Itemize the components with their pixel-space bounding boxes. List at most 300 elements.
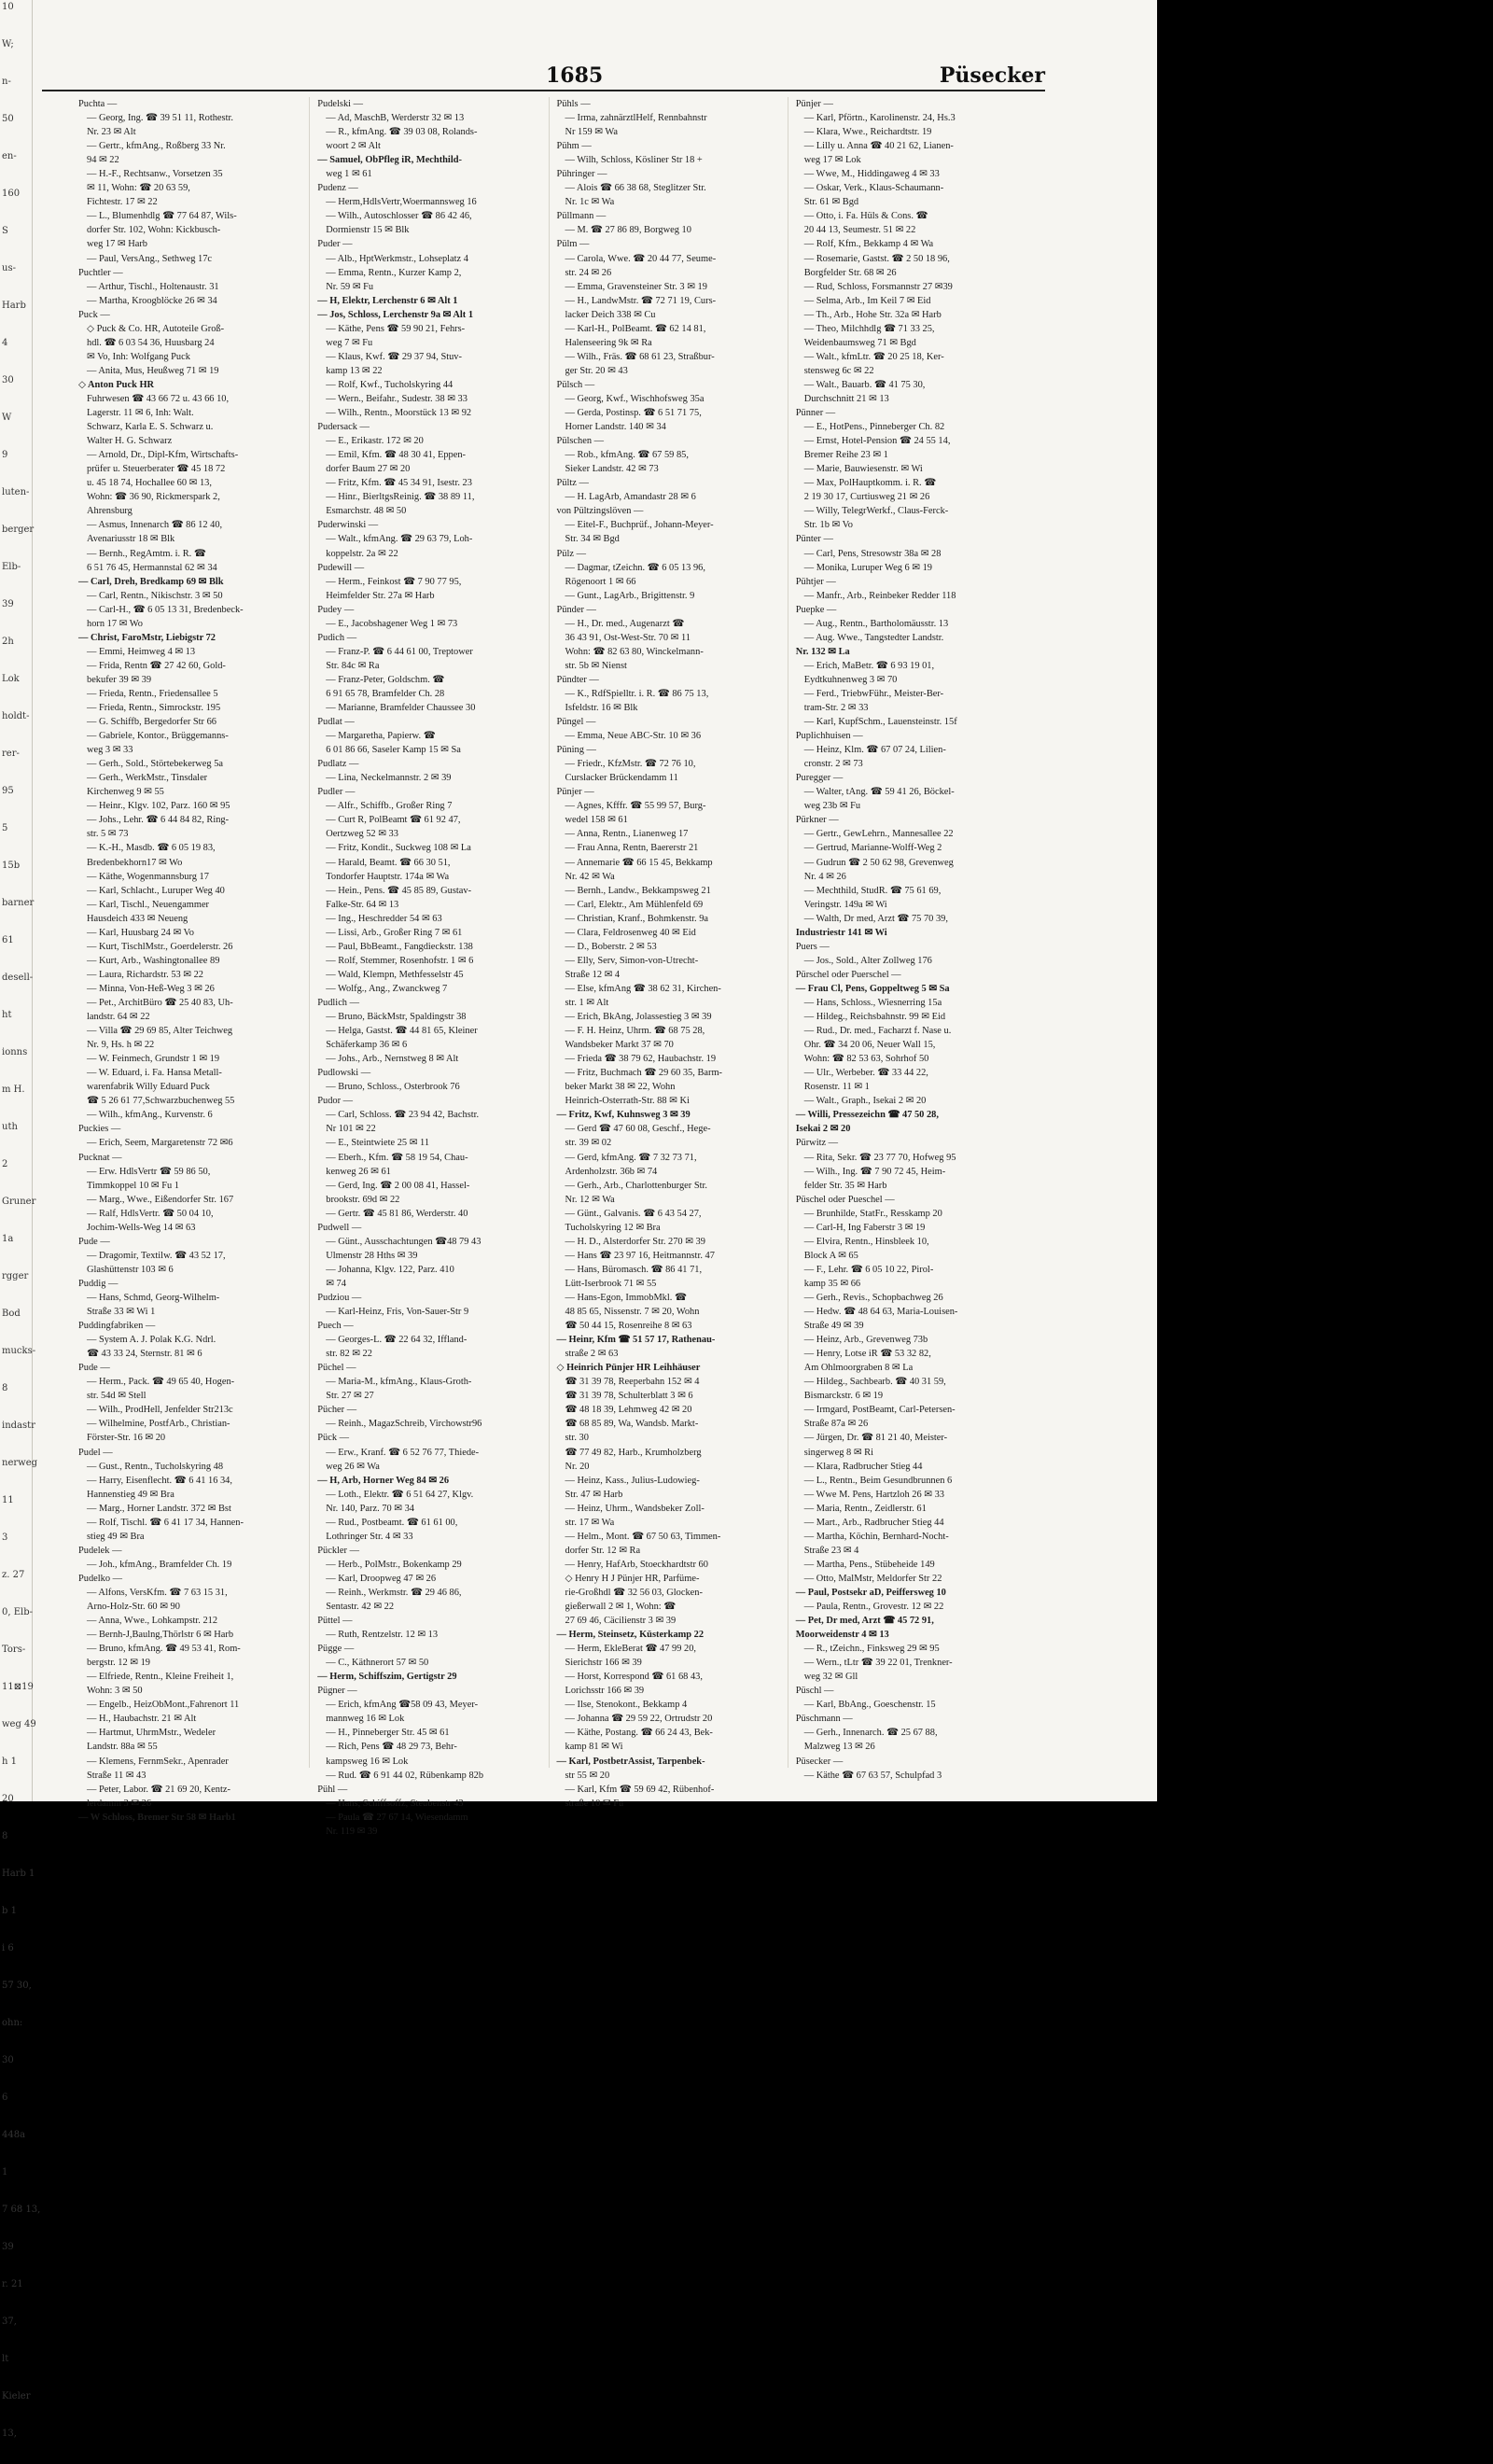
directory-entry-line: — Jürgen, Dr. ☎ 81 21 40, Meister- bbox=[803, 1433, 948, 1444]
directory-entry-line: Wohn: ☎ 36 90, Rickmerspark 2, bbox=[87, 492, 220, 503]
directory-entry-line: — Eberh., Kfm. ☎ 58 19 54, Chau- bbox=[326, 1152, 468, 1163]
directory-entry-line: — Harald, Beamt. ☎ 66 30 51, bbox=[326, 857, 451, 868]
directory-entry-line: Str. 61 ✉ Bgd bbox=[803, 197, 859, 208]
directory-entry-line: — L., Rentn., Beim Gesundbrunnen 6 bbox=[803, 1475, 953, 1486]
directory-entry-line: — Hans, Schloss., Wiesnerring 15a bbox=[803, 998, 942, 1008]
edge-fragment: indastr bbox=[2, 1421, 35, 1431]
directory-entry-line: — Hans, Schiffsoffz, Steubenstr 43 bbox=[326, 1798, 464, 1809]
running-head: Püsecker bbox=[939, 63, 1045, 88]
directory-entry-line: stieg 49 ✉ Bra bbox=[87, 1531, 145, 1542]
directory-entry-line: — Lina, Neckelmannstr. 2 ✉ 39 bbox=[326, 773, 452, 784]
directory-entry-line: — Kurt, Arb., Washingtonallee 89 bbox=[87, 955, 220, 966]
directory-entry-line: — Käthe, Postang. ☎ 66 24 43, Bek- bbox=[565, 1728, 713, 1739]
edge-fragment: 2 bbox=[2, 1159, 8, 1169]
directory-entry-line: Ahrensburg bbox=[87, 506, 133, 517]
directory-entry-line: — Rud., Postbeamt. ☎ 61 61 00, bbox=[326, 1517, 458, 1528]
directory-entry-line: Nr. 23 ✉ Alt bbox=[87, 127, 136, 138]
directory-entry-line: — Walt., kfmAng. ☎ 29 63 79, Loh- bbox=[326, 534, 473, 545]
surname-heading: — Karl, PostbetrAssist, Tarpenbek- bbox=[556, 1756, 705, 1767]
surname-heading: — Heinr, Kfm ☎ 51 57 17, Rathenau- bbox=[556, 1335, 716, 1346]
directory-entry-line: — Paula ☎ 27 67 14, Wiesendamm bbox=[326, 1812, 468, 1823]
edge-fragment: 61 bbox=[2, 935, 14, 945]
directory-entry-line: — Marianne, Bramfelder Chaussee 30 bbox=[326, 703, 476, 714]
surname-heading: Pude — bbox=[78, 1363, 110, 1374]
directory-entry-line: — H., LandwMstr. ☎ 72 71 19, Curs- bbox=[565, 295, 717, 306]
directory-entry-line: — Heinz, Arb., Grevenweg 73b bbox=[803, 1335, 928, 1346]
directory-entry-line: — Friedr., KfzMstr. ☎ 72 76 10, bbox=[565, 759, 696, 770]
directory-entry-line: — Klemens, FernmSekr., Apenrader bbox=[87, 1756, 229, 1767]
surname-heading: ◇ Anton Puck HR bbox=[78, 379, 155, 390]
directory-entry-line: — Hedw. ☎ 48 64 63, Maria-Louisen- bbox=[803, 1307, 958, 1318]
directory-entry-line: — Klaus, Kwf. ☎ 29 37 94, Stuv- bbox=[326, 351, 462, 362]
surname-heading: Püngel — bbox=[556, 717, 596, 728]
surname-heading: — Frau Cl, Pens, Goppeltweg 5 ✉ Sa bbox=[795, 983, 950, 994]
directory-entry-line: — Karl, Tischl., Neuengammer bbox=[87, 899, 210, 910]
directory-entry-line: — Rud, Schloss, Forsmannstr 27 ✉39 bbox=[803, 281, 953, 292]
directory-entry-line: — Hans, Schmd, Georg-Wilhelm- bbox=[87, 1292, 220, 1303]
column-3 bbox=[556, 97, 788, 1809]
directory-entry-line: — Karl, Droopweg 47 ✉ 26 bbox=[326, 1573, 437, 1584]
directory-entry-line: — Wilh., kfmAng., Kurvenstr. 6 bbox=[87, 1110, 213, 1121]
directory-entry-line: — Rich, Pens ☎ 48 29 73, Behr- bbox=[326, 1742, 457, 1753]
edge-fragment: holdt- bbox=[2, 711, 30, 721]
directory-entry-line: straße 10 ✉ Fu bbox=[565, 1798, 624, 1809]
directory-entry-line: — E., HotPens., Pinneberger Ch. 82 bbox=[803, 422, 945, 433]
edge-fragment: 37, bbox=[2, 2317, 17, 2327]
directory-entry-line: — Paul, VersAng., Sethweg 17c bbox=[87, 253, 213, 264]
edge-fragment: weg 49 bbox=[2, 1719, 36, 1729]
directory-entry-line: — Gerd, kfmAng. ☎ 7 32 73 71, bbox=[565, 1152, 697, 1163]
directory-entry-line: — Aug. Wwe., Tangstedter Landstr. bbox=[803, 632, 944, 643]
directory-entry-line: — Brunhilde, StatFr., Resskamp 20 bbox=[803, 1208, 942, 1219]
directory-entry-line: — Ralf, HdlsVertr. ☎ 50 04 10, bbox=[87, 1208, 214, 1219]
directory-entry-line: rie-Großhdl ☎ 32 56 03, Glocken- bbox=[565, 1587, 703, 1598]
edge-fragment: W bbox=[2, 413, 12, 423]
directory-entry-line: Veringstr. 149a ✉ Wi bbox=[803, 899, 887, 910]
directory-entry-line: — Paula, Rentn., Grovestr. 12 ✉ 22 bbox=[803, 1602, 944, 1613]
directory-entry-line: — Fritz, Kfm. ☎ 45 34 91, Isestr. 23 bbox=[326, 478, 472, 489]
surname-heading: Industriestr 141 ✉ Wi bbox=[795, 927, 887, 938]
directory-entry-line: — Heinz, Klm. ☎ 67 07 24, Lilien- bbox=[803, 745, 946, 756]
directory-entry-line: — Gerh., Innenarch. ☎ 25 67 88, bbox=[803, 1728, 938, 1739]
directory-entry-line: — Wilh., ProdHell, Jenfelder Str213c bbox=[87, 1405, 233, 1416]
directory-entry-line: — Käthe ☎ 67 63 57, Schulpfad 3 bbox=[803, 1770, 942, 1781]
directory-entry-line: Ardenholzstr. 36b ✉ 74 bbox=[565, 1166, 658, 1177]
directory-entry-line: kenweg 26 ✉ 61 bbox=[326, 1166, 391, 1177]
surname-heading: Pündter — bbox=[556, 674, 599, 685]
edge-fragment: 1 bbox=[2, 2167, 8, 2177]
directory-entry-line: — Anna, Rentn., Lianenweg 17 bbox=[565, 829, 689, 840]
directory-entry-line: — Wwe M. Pens, Hartzloh 26 ✉ 33 bbox=[803, 1489, 944, 1500]
directory-entry-line: — Hans ☎ 23 97 16, Heitmannstr. 47 bbox=[565, 1250, 715, 1261]
directory-entry-line: — Otto, MalMstr, Meldorfer Str 22 bbox=[803, 1573, 942, 1584]
directory-entry-line: — Emma, Gravensteiner Str. 3 ✉ 19 bbox=[565, 281, 707, 292]
directory-entry-line: Arno-Holz-Str. 60 ✉ 90 bbox=[87, 1602, 180, 1613]
directory-entry-line: — Max, PolHauptkomm. i. R. ☎ bbox=[803, 478, 937, 489]
surname-heading: Pudelek — bbox=[78, 1545, 122, 1556]
surname-heading: Püning — bbox=[556, 745, 596, 756]
directory-entry-line: ☎ 31 39 78, Schulterblatt 3 ✉ 6 bbox=[565, 1391, 693, 1402]
edge-fragment: 8 bbox=[2, 1831, 8, 1841]
directory-entry-line: — Karl-H., PolBeamt. ☎ 62 14 81, bbox=[565, 323, 706, 334]
directory-entry-line: — Ilse, Stenokont., Bekkamp 4 bbox=[565, 1700, 688, 1711]
directory-entry-line: — Eitel-F., Buchprüf., Johann-Meyer- bbox=[565, 520, 714, 531]
directory-entry-line: — Henry, HafArb, Stoeckhardtstr 60 bbox=[565, 1559, 708, 1570]
surname-heading: Pudey — bbox=[317, 604, 355, 615]
edge-fragment: lt bbox=[2, 2354, 9, 2364]
edge-fragment: i 6 bbox=[2, 1943, 14, 1953]
directory-entry-line: Str. 84c ✉ Ra bbox=[326, 660, 380, 671]
directory-entry-line: — Wolfg., Ang., Zwanckweg 7 bbox=[326, 983, 448, 994]
directory-entry-line: — Martha, Pens., Stübeheide 149 bbox=[803, 1559, 935, 1570]
directory-entry-line: — Jos., Sold., Alter Zollweg 176 bbox=[803, 955, 932, 966]
directory-entry-line: — Mart., Arb., Radbrucher Stieg 44 bbox=[803, 1517, 944, 1528]
directory-entry-line: — Bernh., RegAmtm. i. R. ☎ bbox=[87, 548, 206, 559]
directory-entry-line: landstr. 64 ✉ 22 bbox=[87, 1012, 150, 1023]
directory-entry-line: — Günt., Ausschachtungen ☎48 79 43 bbox=[326, 1236, 481, 1247]
surname-heading: von Pültzingslöven — bbox=[556, 506, 644, 517]
directory-entry-line: — G. Schiffb, Bergedorfer Str 66 bbox=[87, 717, 216, 728]
directory-entry-line: — Rud. ☎ 6 91 44 02, Rübenkamp 82b bbox=[326, 1770, 484, 1781]
edge-fragment: 20 bbox=[2, 1794, 14, 1804]
directory-entry-line: — Emma, Neue ABC-Str. 10 ✉ 36 bbox=[565, 731, 702, 742]
surname-heading: Pudler — bbox=[317, 787, 356, 798]
directory-entry-line: woort 2 ✉ Alt bbox=[326, 141, 381, 152]
directory-entry-line: — Else, kfmAng ☎ 38 62 31, Kirchen- bbox=[565, 983, 721, 994]
directory-entry-line: — H. LagArb, Amandastr 28 ✉ 6 bbox=[565, 492, 696, 503]
surname-heading: Pünjer — bbox=[795, 99, 833, 109]
directory-entry-line: — Rolf, Kwf., Tucholskyring 44 bbox=[326, 379, 453, 390]
directory-entry-line: — Gabriele, Kontor., Brüggemanns- bbox=[87, 731, 229, 742]
directory-entry-line: Nr. 20 bbox=[565, 1461, 590, 1472]
directory-entry-line: — Ad, MaschB, Werderstr 32 ✉ 13 bbox=[326, 113, 465, 124]
directory-entry-line: — Emma, Rentn., Kurzer Kamp 2, bbox=[326, 267, 462, 278]
directory-entry-line: — Wwe, M., Hiddingaweg 4 ✉ 33 bbox=[803, 169, 940, 180]
directory-entry-line: — Gertr., GewLehrn., Mannesallee 22 bbox=[803, 829, 954, 840]
surname-heading: Pünder — bbox=[556, 604, 596, 615]
directory-entry-line: Nr 159 ✉ Wa bbox=[565, 127, 618, 138]
directory-entry-line: — Wern., Beifahr., Sudestr. 38 ✉ 33 bbox=[326, 393, 467, 404]
edge-fragment: uth bbox=[2, 1122, 18, 1132]
directory-entry-line: Eydtkuhnenweg 3 ✉ 70 bbox=[803, 674, 898, 685]
directory-entry-line: — Herm,HdlsVertr,Woermannsweg 16 bbox=[326, 197, 477, 208]
directory-entry-line: Tondorfer Hauptstr. 174a ✉ Wa bbox=[326, 871, 450, 882]
directory-entry-line: lerdamm 3 ✉ 26 bbox=[87, 1798, 152, 1809]
directory-entry-line: — H., Haubachstr. 21 ✉ Alt bbox=[87, 1714, 197, 1725]
directory-entry-line: Wandsbeker Markt 37 ✉ 70 bbox=[565, 1040, 674, 1051]
surname-heading: Pühl — bbox=[317, 1784, 348, 1795]
directory-entry-line: Nr. 59 ✉ Fu bbox=[326, 281, 374, 292]
edge-fragment: m H. bbox=[2, 1085, 25, 1095]
surname-heading: Puchta — bbox=[78, 99, 118, 109]
surname-heading: Pühls — bbox=[556, 99, 591, 109]
edge-fragment: rgger bbox=[2, 1271, 29, 1281]
directory-entry-line: — Carl-H., ☎ 6 05 13 31, Bredenbeck- bbox=[87, 604, 244, 615]
directory-entry-line: Bremer Reihe 23 ✉ 1 bbox=[803, 450, 888, 461]
directory-entry-line: 48 85 65, Nissenstr. 7 ✉ 20, Wohn bbox=[565, 1307, 700, 1318]
surname-heading: Puderwinski — bbox=[317, 520, 379, 531]
directory-entry-line: — Erw. HdlsVertr ☎ 59 86 50, bbox=[87, 1166, 211, 1177]
directory-entry-line: — Erich, Seem, Margaretenstr 72 ✉6 bbox=[87, 1138, 233, 1149]
edge-fragment: 4 bbox=[2, 338, 8, 348]
directory-entry-line: — Peter, Labor. ☎ 21 69 20, Kentz- bbox=[87, 1784, 230, 1795]
directory-entry-line: — Maria-M., kfmAng., Klaus-Groth- bbox=[326, 1377, 472, 1388]
directory-entry-line: — Wilh, Schloss, Kösliner Str 18 + bbox=[565, 155, 703, 166]
directory-entry-line: — Karl, Schlacht., Luruper Weg 40 bbox=[87, 885, 225, 896]
directory-entry-line: Lagerstr. 11 ✉ 6, Inh: Walt. bbox=[87, 408, 194, 419]
directory-entry-line: — Heinz, Kass., Julius-Ludowieg- bbox=[565, 1475, 700, 1486]
directory-entry-line: — Gunt., LagArb., Brigittenstr. 9 bbox=[565, 590, 695, 601]
directory-entry-line: — Gerh., WerkMstr., Tinsdaler bbox=[87, 773, 208, 784]
edge-fragment: W; bbox=[2, 39, 14, 49]
edge-fragment: rer- bbox=[2, 749, 20, 759]
directory-entry-line: — Rolf, Kfm., Bekkamp 4 ✉ Wa bbox=[803, 239, 934, 250]
edge-fragment: S bbox=[2, 226, 8, 236]
directory-entry-line: — Wilh., Fräs. ☎ 68 61 23, Straßbur- bbox=[565, 351, 715, 362]
directory-entry-line: lacker Deich 338 ✉ Cu bbox=[565, 309, 656, 320]
directory-entry-line: ☎ 5 26 61 77,Schwarzbuchenweg 55 bbox=[87, 1096, 235, 1107]
edge-fragment: z. 27 bbox=[2, 1570, 25, 1580]
directory-entry-line: — Gertrud, Marianne-Wolff-Weg 2 bbox=[803, 843, 942, 854]
directory-entry-line: — Horst, Korrespond ☎ 61 68 43, bbox=[565, 1672, 703, 1683]
directory-entry-line: — Wern., tLtr ☎ 39 22 01, Trenkner- bbox=[803, 1658, 953, 1669]
surname-heading: Püchel — bbox=[317, 1363, 356, 1374]
directory-entry-line: — Erich, MaBetr. ☎ 6 93 19 01, bbox=[803, 660, 935, 671]
directory-entry-line: ☎ 77 49 82, Harb., Krumholzberg bbox=[565, 1447, 702, 1458]
directory-entry-line: — Irmgard, PostBeamt, Carl-Petersen- bbox=[803, 1405, 956, 1416]
directory-entry-line: — Frida, Rentn ☎ 27 42 60, Gold- bbox=[87, 660, 226, 671]
directory-entry-line: — Loth., Elektr. ☎ 6 51 64 27, Klgv. bbox=[326, 1489, 474, 1500]
directory-entry-line: — W. Feinmech, Grundstr 1 ✉ 19 bbox=[87, 1054, 220, 1065]
directory-entry-line: — Wald, Klempn, Methfesselstr 45 bbox=[326, 969, 464, 980]
edge-fragment: 5 bbox=[2, 823, 8, 833]
surname-heading: — W Schloss, Bremer Str 58 ✉ Harb1 bbox=[78, 1812, 236, 1823]
surname-heading: Pürschel oder Puerschel — bbox=[795, 969, 901, 980]
directory-entry-line: Ulmenstr 28 Hths ✉ 39 bbox=[326, 1250, 418, 1261]
directory-entry-line: Block A ✉ 65 bbox=[803, 1250, 858, 1261]
directory-entry-line: — Lilly u. Anna ☎ 40 21 62, Lianen- bbox=[803, 141, 954, 152]
directory-entry-line: Straße 87a ✉ 26 bbox=[803, 1419, 869, 1430]
directory-entry-line: Curslacker Brückendamm 11 bbox=[565, 773, 678, 784]
directory-entry-line: — Helga, Gastst. ☎ 44 81 65, Kleiner bbox=[326, 1026, 478, 1037]
directory-entry-line: — Wilh., Autoschlosser ☎ 86 42 46, bbox=[326, 211, 472, 222]
surname-heading: Pühtjer — bbox=[795, 576, 836, 587]
directory-entry-line: weg 26 ✉ Wa bbox=[326, 1461, 380, 1472]
directory-entry-line: — Erw., Kranf. ☎ 6 52 76 77, Thiede- bbox=[326, 1447, 480, 1458]
directory-entry-line: str 55 ✉ 20 bbox=[565, 1770, 610, 1781]
column-2 bbox=[317, 97, 549, 1837]
directory-entry-line: Schwarz, Karla E. S. Schwarz u. bbox=[87, 422, 214, 433]
directory-entry-line: weg 1 ✉ 61 bbox=[326, 169, 372, 180]
directory-entry-line: — Martha, Köchin, Bernhard-Nocht- bbox=[803, 1531, 949, 1542]
directory-entry-line: str. 54d ✉ Stell bbox=[87, 1391, 147, 1402]
directory-entry-line: — Rob., kfmAng. ☎ 67 59 85, bbox=[565, 450, 689, 461]
directory-entry-line: str. 17 ✉ Wa bbox=[565, 1517, 615, 1528]
directory-entry-line: — Clara, Feldrosenweg 40 ✉ Eid bbox=[565, 927, 696, 938]
directory-entry-line: Glashüttenstr 103 ✉ 6 bbox=[87, 1264, 174, 1275]
directory-entry-line: — Elvira, Rentn., Hinsbleek 10, bbox=[803, 1236, 929, 1247]
directory-entry-line: Malzweg 13 ✉ 26 bbox=[803, 1742, 875, 1753]
directory-entry-line: u. 45 18 74, Hochallee 60 ✉ 13, bbox=[87, 478, 212, 489]
surname-heading: Pudel — bbox=[78, 1447, 113, 1458]
directory-entry-line: — Walth, Dr med, Arzt ☎ 75 70 39, bbox=[803, 913, 948, 924]
surname-heading: — Herm, Steinsetz, Küsterkamp 22 bbox=[556, 1630, 705, 1641]
surname-heading: Püttel — bbox=[317, 1616, 353, 1627]
directory-entry-line: Rögenoort 1 ✉ 66 bbox=[565, 576, 636, 587]
directory-entry-line: weg 23b ✉ Fu bbox=[803, 801, 861, 812]
directory-entry-line: — Lissi, Arb., Großer Ring 7 ✉ 61 bbox=[326, 927, 463, 938]
edge-fragment: Gruner bbox=[2, 1197, 36, 1207]
edge-fragment: 11 bbox=[2, 1495, 14, 1505]
edge-fragment: b 1 bbox=[2, 1906, 17, 1916]
directory-entry-line: Borgfelder Str. 68 ✉ 26 bbox=[803, 267, 897, 278]
directory-entry-line: — Carl, Rentn., Nikischstr. 3 ✉ 50 bbox=[87, 590, 223, 601]
directory-entry-line: Nr. 119 ✉ 39 bbox=[326, 1826, 378, 1837]
surname-heading: — Carl, Dreh, Bredkamp 69 ✉ Blk bbox=[78, 576, 224, 587]
surname-heading: — Christ, FaroMstr, Liebigstr 72 bbox=[78, 632, 216, 643]
directory-entry-line: — L., Blumenhdlg ☎ 77 64 87, Wils- bbox=[87, 211, 237, 222]
directory-entry-line: Isfeldstr. 16 ✉ Blk bbox=[565, 703, 638, 714]
edge-fragment: r. 21 bbox=[2, 2279, 23, 2289]
directory-entry-line: — Karl-Heinz, Fris, Von-Sauer-Str 9 bbox=[326, 1307, 469, 1318]
directory-entry-line: — Theo, Milchhdlg ☎ 71 33 25, bbox=[803, 323, 935, 334]
directory-entry-line: 94 ✉ 22 bbox=[87, 155, 119, 166]
directory-entry-line: ✉ 11, Wohn: ☎ 20 63 59, bbox=[87, 183, 190, 194]
directory-entry-line: tram-Str. 2 ✉ 33 bbox=[803, 703, 869, 714]
directory-entry-line: Landstr. 88a ✉ 55 bbox=[87, 1742, 158, 1753]
directory-entry-line: — E., Erikastr. 172 ✉ 20 bbox=[326, 436, 424, 447]
directory-entry-line: — Fritz, Kondit., Suckweg 108 ✉ La bbox=[326, 843, 471, 854]
surname-heading: ◇ Heinrich Pünjer HR Leihhäuser bbox=[556, 1363, 701, 1374]
surname-heading: Puepke — bbox=[795, 604, 837, 615]
directory-entry-line: weg 7 ✉ Fu bbox=[326, 337, 373, 348]
directory-entry-line: — Hildeg., Sachbearb. ☎ 40 31 59, bbox=[803, 1377, 946, 1388]
directory-entry-line: ✉ Vo, Inh: Wolfgang Puck bbox=[87, 351, 190, 362]
surname-heading: Puplichhuisen — bbox=[795, 731, 863, 742]
surname-heading: Pülz — bbox=[556, 548, 586, 559]
directory-entry-line: ✉ 74 bbox=[326, 1278, 346, 1289]
directory-entry-line: — Karl, Kfm ☎ 59 69 42, Rübenhof- bbox=[565, 1784, 715, 1795]
directory-entry-line: Str. 27 ✉ 27 bbox=[326, 1391, 374, 1402]
directory-entry-line: — Otto, i. Fa. Hüls & Cons. ☎ bbox=[803, 211, 928, 222]
directory-entry-line: — Herm, EkleBerat ☎ 47 99 20, bbox=[565, 1644, 696, 1655]
directory-entry-line: — Kurt, TischlMstr., Goerdelerstr. 26 bbox=[87, 941, 233, 952]
surname-heading: Pügner — bbox=[317, 1686, 357, 1697]
directory-entry-line: — Gertr. ☎ 45 81 86, Werderstr. 40 bbox=[326, 1208, 468, 1219]
directory-entry-line: — Georges-L. ☎ 22 64 32, Iffland- bbox=[326, 1335, 467, 1346]
directory-entry-line: Nr 101 ✉ 22 bbox=[326, 1124, 376, 1135]
directory-entry-line: — Erich, kfmAng ☎58 09 43, Meyer- bbox=[326, 1700, 479, 1711]
surname-heading: Puers — bbox=[795, 941, 830, 952]
directory-entry-line: — Annemarie ☎ 66 15 45, Bekkamp bbox=[565, 857, 713, 868]
directory-entry-line: Sentastr. 42 ✉ 22 bbox=[326, 1602, 395, 1613]
directory-entry-line: — Carola, Wwe. ☎ 20 44 77, Seume- bbox=[565, 253, 717, 264]
directory-entry-line: — Gerh., Arb., Charlottenburger Str. bbox=[565, 1180, 707, 1191]
directory-entry-line: — Martha, Kroogblöcke 26 ✉ 34 bbox=[87, 295, 217, 306]
directory-entry-line: ☎ 48 18 39, Lehmweg 42 ✉ 20 bbox=[565, 1405, 692, 1416]
edge-fragment: 0, Elb- bbox=[2, 1607, 33, 1617]
directory-entry-line: Weidenbaumsweg 71 ✉ Bgd bbox=[803, 337, 916, 348]
directory-entry-line: kampsweg 16 ✉ Lok bbox=[326, 1756, 409, 1767]
directory-entry-line: — W. Eduard, i. Fa. Hansa Metall- bbox=[87, 1068, 222, 1079]
directory-entry-line: Jochim-Wells-Weg 14 ✉ 63 bbox=[87, 1222, 196, 1233]
directory-entry-line: — Walt., Graph., Isekai 2 ✉ 20 bbox=[803, 1096, 927, 1107]
directory-entry-line: — Franz-Peter, Goldschm. ☎ bbox=[326, 674, 445, 685]
directory-entry-line: Horner Landstr. 140 ✉ 34 bbox=[565, 422, 666, 433]
directory-entry-line: — Bruno, Schloss., Osterbrook 76 bbox=[326, 1082, 460, 1093]
directory-entry-line: kamp 81 ✉ Wi bbox=[565, 1742, 623, 1753]
surname-heading: Pühringer — bbox=[556, 169, 607, 180]
surname-heading: Püsecker — bbox=[795, 1756, 844, 1767]
surname-heading: Nr. 132 ✉ La bbox=[795, 646, 850, 657]
page-header bbox=[42, 62, 1045, 91]
edge-fragment: 30 bbox=[2, 2055, 14, 2065]
directory-entry-line: — Käthe, Pens ☎ 59 90 21, Fehrs- bbox=[326, 323, 466, 334]
directory-entry-line: str. 5b ✉ Nienst bbox=[565, 660, 627, 671]
edge-fragment: nerweg bbox=[2, 1458, 38, 1468]
directory-entry-line: Straße 12 ✉ 4 bbox=[565, 969, 621, 980]
directory-entry-line: — Helm., Mont. ☎ 67 50 63, Timmen- bbox=[565, 1531, 721, 1542]
directory-entry-line: Straße 49 ✉ 39 bbox=[803, 1321, 864, 1332]
directory-columns bbox=[78, 97, 1026, 1837]
edge-fragment: 13, bbox=[2, 2429, 17, 2439]
directory-entry-line: beker Markt 38 ✉ 22, Wohn bbox=[565, 1082, 676, 1093]
edge-fragment: 160 bbox=[2, 189, 21, 199]
directory-entry-line: — H., Dr. med., Augenarzt ☎ bbox=[565, 618, 685, 629]
directory-entry-line: — Aug., Rentn., Bartholomäusstr. 13 bbox=[803, 618, 949, 629]
directory-entry-line: — Gerh., Revis., Schopbachweg 26 bbox=[803, 1292, 943, 1303]
directory-entry-line: weg 17 ✉ Harb bbox=[87, 239, 147, 250]
directory-entry-line: bekufer 39 ✉ 39 bbox=[87, 674, 152, 685]
directory-entry-line: dorfer Str. 12 ✉ Ra bbox=[565, 1545, 641, 1556]
directory-entry-line: straße 2 ✉ 63 bbox=[565, 1349, 619, 1360]
edge-fragment: us- bbox=[2, 263, 16, 273]
directory-entry-line: stensweg 6c ✉ 22 bbox=[803, 365, 874, 376]
surname-heading: Moorweidenstr 4 ✉ 13 bbox=[795, 1630, 889, 1641]
directory-entry-line: — E., Jacobshagener Weg 1 ✉ 73 bbox=[326, 618, 458, 629]
directory-entry-line: — Bernh., Landw., Bekkampsweg 21 bbox=[565, 885, 711, 896]
directory-entry-line: — Karl, Huusbarg 24 ✉ Vo bbox=[87, 927, 194, 938]
directory-entry-line: — Pet., ArchitBüro ☎ 25 40 83, Uh- bbox=[87, 998, 233, 1008]
directory-entry-line: cronstr. 2 ✉ 73 bbox=[803, 759, 863, 770]
surname-heading: Pürkner — bbox=[795, 815, 839, 826]
surname-heading: Pudlich — bbox=[317, 998, 359, 1008]
surname-heading: Puddingfabriken — bbox=[78, 1321, 156, 1332]
directory-entry-line: Nr. 140, Parz. 70 ✉ 34 bbox=[326, 1503, 414, 1514]
directory-entry-line: hdl. ☎ 6 03 54 36, Huusbarg 24 bbox=[87, 337, 215, 348]
surname-heading: — Pet, Dr med, Arzt ☎ 45 72 91, bbox=[795, 1616, 934, 1627]
edge-fragment: en- bbox=[2, 151, 17, 161]
directory-entry-line: — Käthe, Wogenmannsburg 17 bbox=[87, 871, 209, 882]
directory-entry-line: — Ing., Heschredder 54 ✉ 63 bbox=[326, 913, 442, 924]
directory-entry-line: — Emmi, Heimweg 4 ✉ 13 bbox=[87, 646, 196, 657]
directory-entry-line: — Carl, Elektr., Am Mühlenfeld 69 bbox=[565, 899, 704, 910]
directory-entry-line: — Ernst, Hotel-Pension ☎ 24 55 14, bbox=[803, 436, 951, 447]
directory-entry-line: Straße 23 ✉ 4 bbox=[803, 1545, 859, 1556]
directory-entry-line: Ohr. ☎ 34 20 06, Neuer Wall 15, bbox=[803, 1040, 936, 1051]
directory-entry-line: — Carl, Schloss. ☎ 23 94 42, Bachstr. bbox=[326, 1110, 480, 1121]
directory-entry-line: felder Str. 35 ✉ Harb bbox=[803, 1180, 887, 1191]
previous-page-edge bbox=[0, 0, 41, 2439]
directory-entry-line: 20 44 13, Seumestr. 51 ✉ 22 bbox=[803, 225, 916, 236]
directory-entry-line: Hannenstieg 49 ✉ Bra bbox=[87, 1489, 174, 1500]
directory-entry-line: dorfer Str. 102, Wohn: Kickbusch- bbox=[87, 225, 221, 236]
surname-heading: Pudlat — bbox=[317, 717, 355, 728]
directory-entry-line: Tucholskyring 12 ✉ Bra bbox=[565, 1222, 661, 1233]
directory-entry-line: — Elly, Serv, Simon-von-Utrecht- bbox=[565, 955, 699, 966]
directory-entry-line: ☎ 68 85 89, Wa, Wandsb. Markt- bbox=[565, 1419, 699, 1430]
directory-entry-line: — Herb., PolMstr., Bokenkamp 29 bbox=[326, 1559, 462, 1570]
